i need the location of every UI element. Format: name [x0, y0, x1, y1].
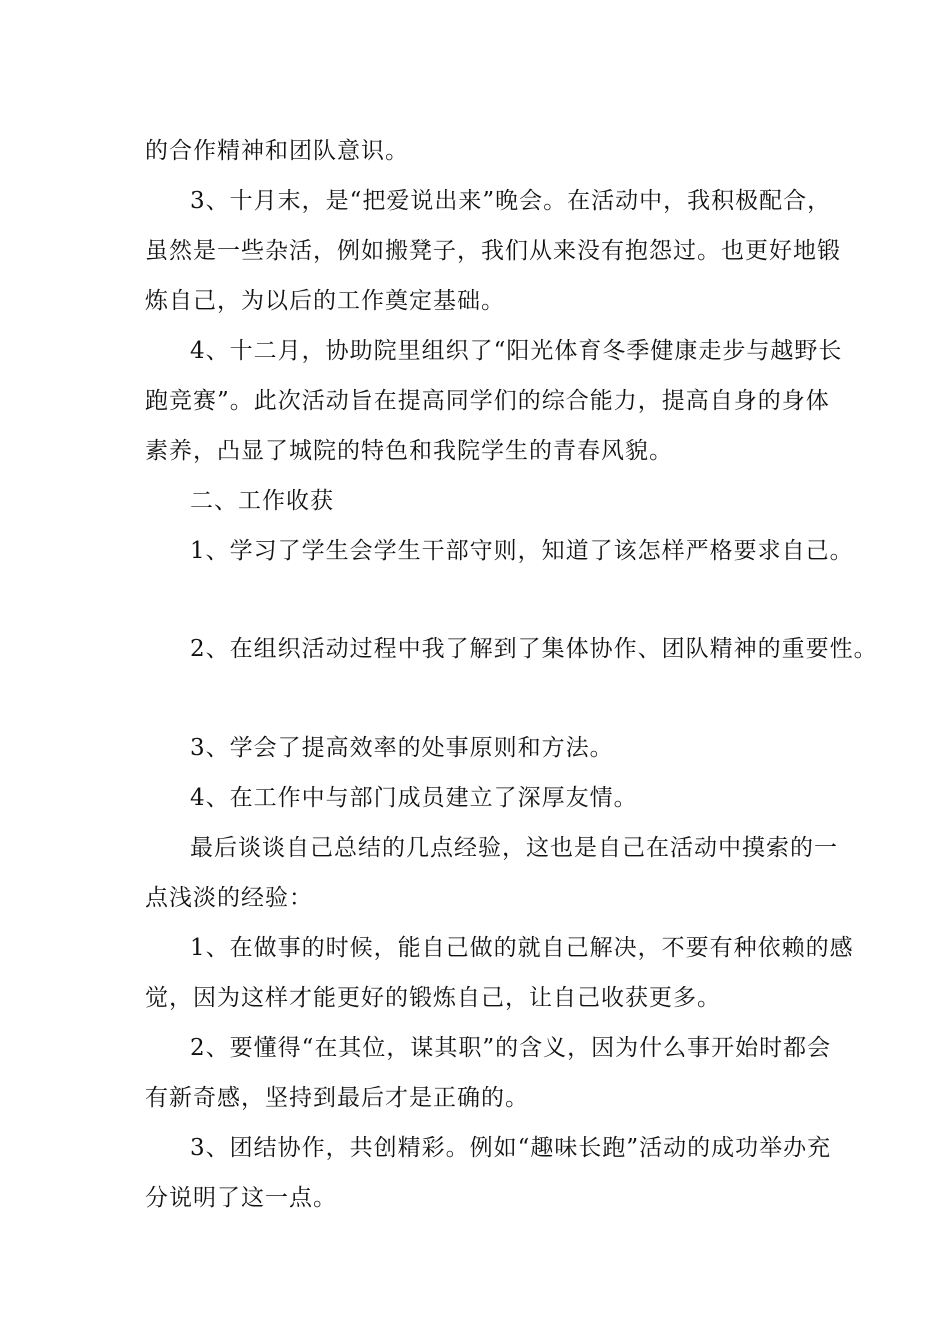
text-line: 的合作精神和团队意识。: [145, 138, 409, 164]
paragraph-start: 2、在组织活动过程中我了解到了集体协作、团队精神的重要性。: [190, 636, 878, 662]
paragraph-start: 2、要懂得“在其位，谋其职”的含义，因为什么事开始时都会: [190, 1035, 832, 1061]
text-line: 虽然是一些杂活，例如搬凳子，我们从来没有抱怨过。也更好地锻: [145, 238, 841, 264]
text-line: 有新奇感，坚持到最后才是正确的。: [145, 1085, 529, 1111]
paragraph-start: 3、学会了提高效率的处事原则和方法。: [190, 735, 614, 761]
paragraph-start: 最后谈谈自己总结的几点经验，这也是自己在活动中摸索的一: [190, 835, 838, 861]
paragraph-start: 4、十二月，协助院里组织了“阳光体育冬季健康走步与越野长: [190, 338, 843, 364]
paragraph-start: 1、在做事的时候，能自己做的就自己解决，不要有种依赖的感: [190, 935, 854, 961]
text-line: 炼自己，为以后的工作奠定基础。: [145, 288, 505, 314]
text-line: 分说明了这一点。: [145, 1185, 337, 1211]
text-line: 跑竞赛”。此次活动旨在提高同学们的综合能力，提高自身的身体: [145, 388, 830, 414]
paragraph-start: 4、在工作中与部门成员建立了深厚友情。: [190, 785, 638, 811]
text-line: 觉，因为这样才能更好的锻炼自己，让自己收获更多。: [145, 985, 721, 1011]
text-line: 点浅淡的经验：: [145, 885, 313, 911]
paragraph-start: 1、学习了学生会学生干部守则，知道了该怎样严格要求自己。: [190, 538, 854, 564]
text-line: 素养，凸显了城院的特色和我院学生的青春风貌。: [145, 438, 673, 464]
section-heading: 二、工作收获: [190, 488, 334, 514]
paragraph-start: 3、团结协作，共创精彩。例如“趣味长跑”活动的成功举办充: [190, 1135, 832, 1161]
paragraph-start: 3、十月末，是“把爱说出来”晚会。在活动中，我积极配合，: [190, 188, 832, 214]
